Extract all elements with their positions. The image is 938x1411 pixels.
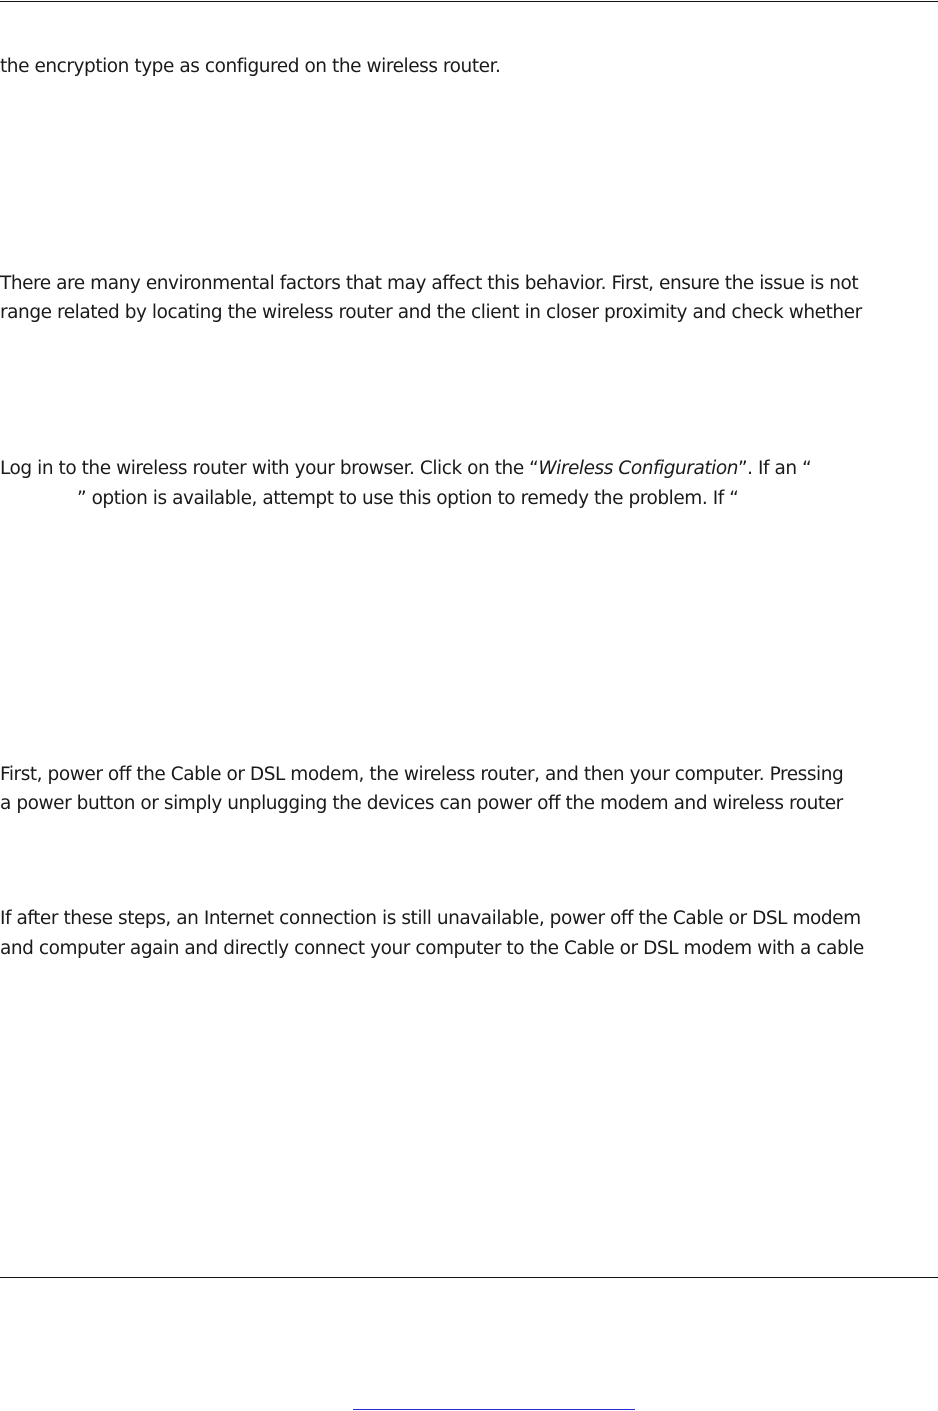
wireless-configuration-label: Wireless Configuration bbox=[538, 458, 738, 479]
power-text-line-1: First, power off the Cable or DSL modem, the wireless router, and then your computer. Pressing bbox=[0, 764, 844, 785]
after-text-line-2: and computer again and directly connect your computer to the Cable or DSL modem with a cable bbox=[0, 938, 864, 959]
environment-text-line-1: There are many environmental factors that may affect this behavior. First, ensure the issue is not bbox=[0, 273, 859, 294]
environment-text-line-2: range related by locating the wireless router and the client in closer proximity and check whether bbox=[0, 302, 862, 323]
link-underline[interactable] bbox=[353, 1409, 635, 1410]
after-text-line-1: If after these steps, an Internet connection is still unavailable, power off the Cable or DSL modem bbox=[0, 908, 861, 929]
bottom-rule bbox=[0, 1277, 938, 1278]
login-text-part: Log in to the wireless router with your browser. Click on the “ bbox=[0, 458, 539, 479]
login-text-part: ”. If an “ bbox=[737, 458, 812, 479]
login-text-line-2: ” option is available, attempt to use this option to remedy the problem. If “ bbox=[77, 488, 739, 509]
login-text-line-1 bbox=[0, 456, 811, 482]
encryption-text: the encryption type as configured on the wireless router. bbox=[0, 56, 501, 77]
top-rule bbox=[0, 1, 938, 2]
power-text-line-2: a power button or simply unplugging the devices can power off the modem and wireless router bbox=[0, 793, 843, 814]
